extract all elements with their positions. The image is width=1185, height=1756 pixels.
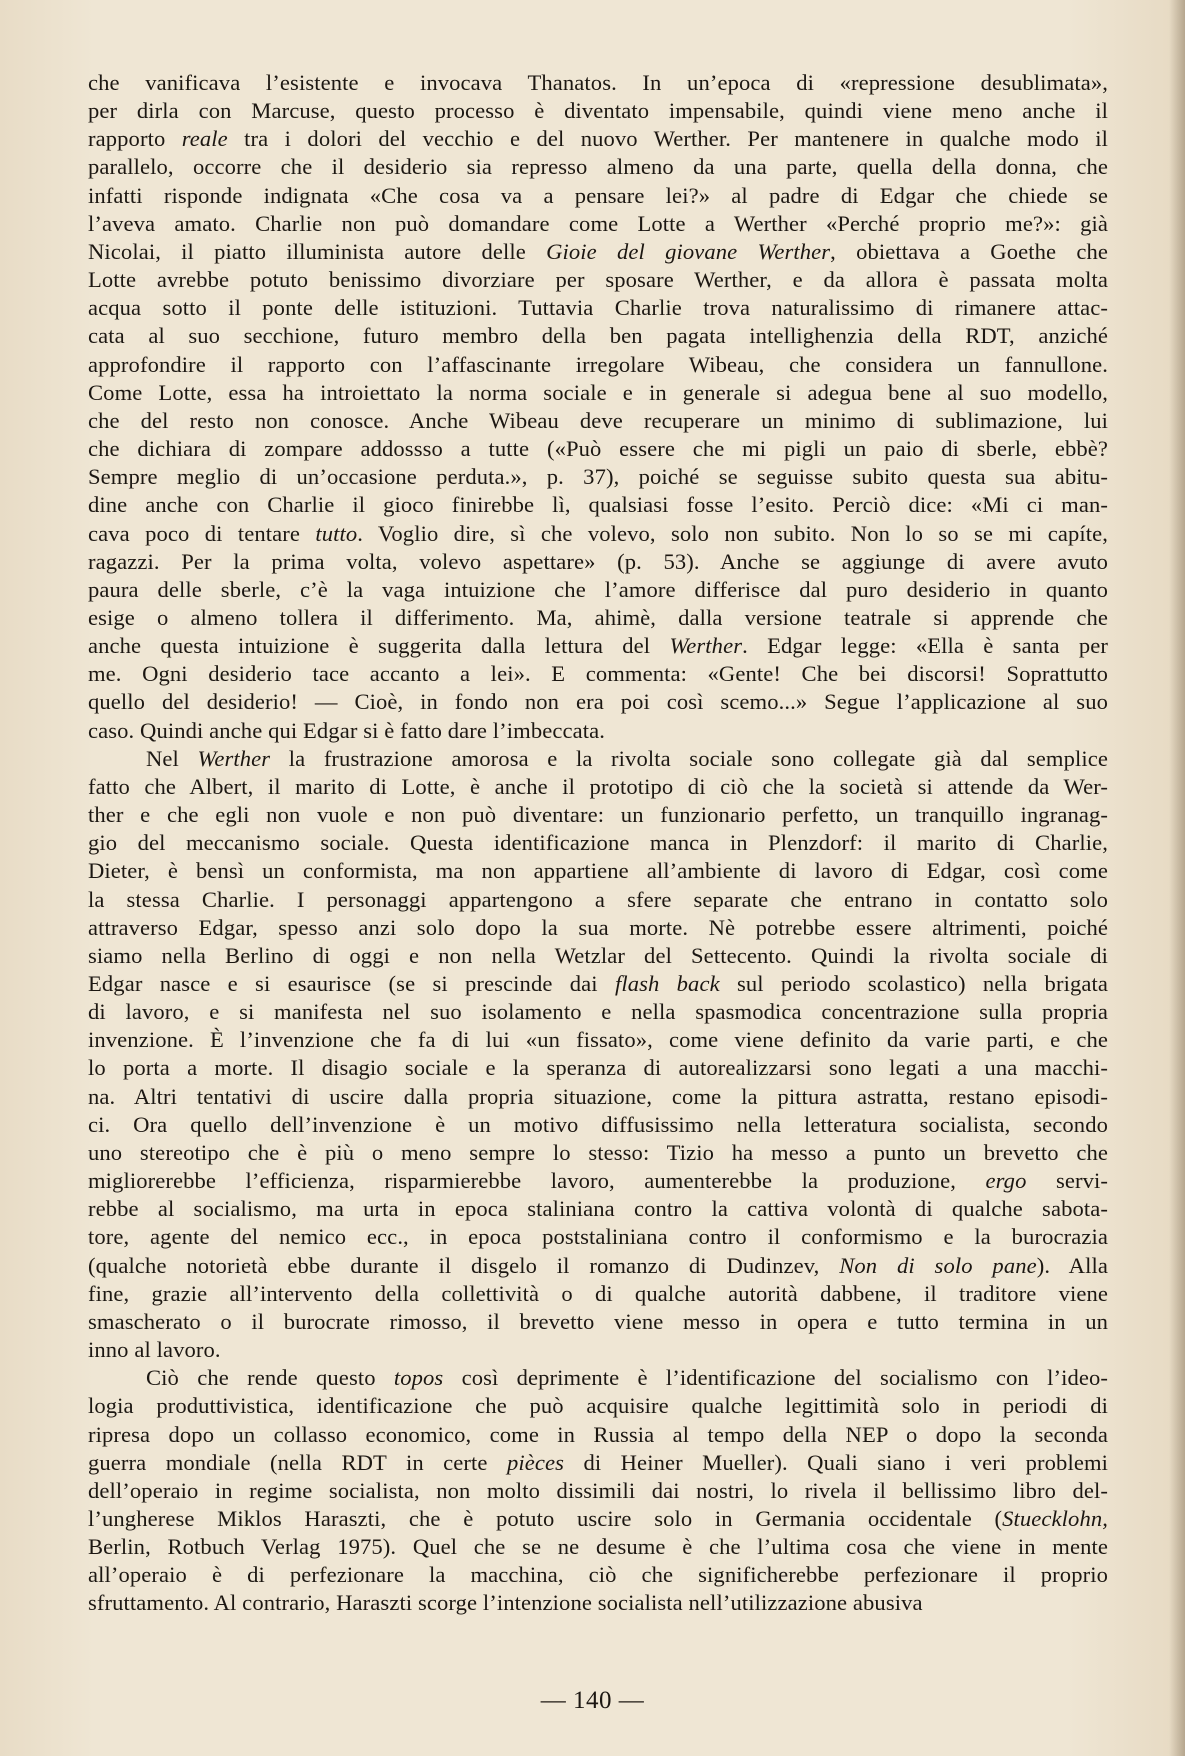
text-run: paura delle sberle, c’è la vaga intuizione che l’amore differisce dal puro desiderio in quanto — [88, 576, 1108, 602]
text-line — [88, 153, 1108, 181]
text-run: gio del meccanismo sociale. Questa identificazione manca in Plenzdorf: il marito di Charlie, — [88, 830, 1108, 856]
text-line — [88, 1421, 1108, 1449]
text-run: siamo nella Berlino di oggi e non nella Wetzlar del Settecento. Quindi la rivolta sociale di — [88, 942, 1108, 968]
text-line — [88, 717, 1108, 745]
text-run: smascherato o il burocrate rimosso, il brevetto viene messo in opera e tutto termina in un — [88, 1308, 1108, 1334]
text-run: na. Altri tentativi di uscire dalla propria situazione, come la pittura astratta, restano episodi- — [88, 1083, 1108, 1109]
text-run: Nel — [146, 745, 198, 771]
text-line — [88, 125, 1108, 153]
text-line — [88, 407, 1108, 435]
text-line — [88, 688, 1108, 716]
text-line — [88, 351, 1108, 379]
text-run: . Voglio dire, sì che volevo, solo non subito. Non lo so se mi capíte, — [357, 520, 1108, 546]
text-run: che del resto non conosce. Anche Wibeau deve recuperare un minimo di sublimazione, lui — [88, 407, 1108, 433]
text-run: uno stereotipo che è più o meno sempre lo stesso: Tizio ha messo a punto un brevetto che — [88, 1139, 1108, 1165]
text-line — [88, 1195, 1108, 1223]
text-line — [88, 238, 1108, 266]
text-line — [88, 294, 1108, 322]
text-line — [88, 322, 1108, 350]
text-line — [88, 69, 1108, 97]
text-run: me. Ogni desiderio tace accanto a lei». E commenta: «Gente! Che bei discorsi! Soprattutto — [88, 661, 1108, 687]
text-run: tra i dolori del vecchio e del nuovo Werther. Per mantenere in qualche modo il — [227, 126, 1109, 152]
text-line — [88, 520, 1108, 548]
text-run: anche questa intuizione è suggerita dalla lettura del — [88, 633, 670, 659]
page-number: — 140 — — [540, 1687, 645, 1714]
text-line — [88, 266, 1108, 294]
text-run: . Edgar legge: «Ella è santa per — [742, 633, 1109, 659]
text-line — [88, 463, 1108, 491]
body-text — [88, 69, 1108, 1618]
text-run: acqua sotto il ponte delle istituzioni. Tuttavia Charlie trova naturalissimo di rimanere attac- — [88, 295, 1108, 321]
text-line — [88, 942, 1108, 970]
text-run: ragazzi. Per la prima volta, volevo aspettare» (p. 53). Anche se aggiunge di avere avuto — [88, 548, 1108, 574]
text-line — [88, 1589, 1108, 1617]
text-run: parallelo, occorre che il desiderio sia represso almeno da una parte, quella della donna, che — [88, 154, 1108, 180]
text-line — [88, 886, 1108, 914]
text-line — [88, 970, 1108, 998]
text-line — [88, 1139, 1108, 1167]
text-run: Dieter, è bensì un conformista, ma non appartiene all’ambiente di lavoro di Edgar, così come — [88, 858, 1108, 884]
text-run: , obiettava a Goethe che — [830, 238, 1108, 264]
italic-text: Werther — [197, 745, 271, 771]
text-line — [88, 1505, 1108, 1533]
text-run: migliorerebbe l’efficienza, risparmierebbe lavoro, aumenterebbe la produzione, — [88, 1168, 986, 1194]
italic-text: Werther — [669, 633, 743, 659]
italic-text: pièces — [506, 1449, 565, 1475]
text-run: quello del desiderio! — Cioè, in fondo non era poi così scemo...» Segue l’applicazione al suo — [88, 689, 1108, 715]
text-run: dell’operaio in regime socialista, non molto dissimili dai nostri, lo rivela il bellissimo libro del- — [88, 1477, 1108, 1503]
text-run: Come Lotte, essa ha introiettato la norma sociale e in generale si adegua bene al suo modello, — [88, 379, 1108, 405]
text-run: all’operaio è di perfezionare la macchina, ciò che significherebbe perfezionare il proprio — [88, 1562, 1108, 1588]
text-line — [88, 1477, 1108, 1505]
italic-text: Gioie del giovane Werther — [546, 238, 831, 264]
text-line — [88, 1083, 1108, 1111]
text-run: attraverso Edgar, spesso anzi solo dopo la sua morte. Nè potrebbe essere altrimenti, poiché — [88, 914, 1108, 940]
text-run: di Heiner Mueller). Quali siano i veri problemi — [564, 1449, 1108, 1475]
text-run: l’ungherese Miklos Haraszti, che è potuto uscire solo in Germania occidentale ( — [88, 1505, 1003, 1531]
italic-text: topos — [393, 1365, 444, 1391]
text-line — [88, 435, 1108, 463]
text-line — [88, 491, 1108, 519]
text-line — [88, 998, 1108, 1026]
text-run: logia produttivistica, identificazione che può acquisire qualche legittimità solo in periodi di — [88, 1393, 1108, 1419]
text-line — [88, 1252, 1108, 1280]
text-line — [88, 829, 1108, 857]
text-run: invenzione. È l’invenzione che fa di lui «un fissato», come viene definito da varie parti, e che — [88, 1027, 1108, 1053]
text-run: (qualche notorietà ebbe durante il disgelo il romanzo di Dudinzev, — [88, 1252, 840, 1278]
text-run: Berlin, Rotbuch Verlag 1975). Quel che se ne desume è che l’ultima cosa che viene in mente — [88, 1534, 1108, 1560]
text-line — [88, 1223, 1108, 1251]
text-line — [88, 1561, 1108, 1589]
italic-text: Non di solo pane — [839, 1252, 1037, 1278]
text-run: inno al lavoro. — [88, 1337, 221, 1363]
text-run: Sempre meglio di un’occasione perduta.», p. 37), poiché se seguisse subito questa sua abitu- — [88, 464, 1108, 490]
text-run: ). Alla — [1036, 1252, 1108, 1278]
text-line — [88, 1449, 1108, 1477]
text-run: ci. Ora quello dell’invenzione è un motivo diffusissimo nella letteratura socialista, secondo — [88, 1111, 1108, 1137]
text-run: rapporto — [88, 126, 182, 152]
text-run: cata al suo secchione, futuro membro della ben pagata intellighenzia della RDT, anziché — [88, 323, 1108, 349]
text-run: esige o almeno tollera il differimento. Ma, ahimè, dalla versione teatrale si apprende che — [88, 604, 1108, 630]
text-line — [88, 1054, 1108, 1082]
text-line — [88, 801, 1108, 829]
italic-text: flash back — [614, 971, 720, 996]
text-run: sul periodo scolastico) nella brigata — [719, 971, 1108, 996]
text-line — [88, 604, 1108, 632]
text-line — [88, 1111, 1108, 1139]
text-line — [88, 914, 1108, 942]
text-run: rebbe al socialismo, ma urta in epoca staliniana contro la cattiva volontà di qualche sabota- — [88, 1196, 1108, 1222]
text-line — [88, 857, 1108, 885]
text-run: infatti risponde indignata «Che cosa va a pensare lei?» al padre di Edgar che chiede se — [88, 182, 1108, 208]
italic-text: Stuecklohn, — [1002, 1505, 1108, 1531]
text-line — [88, 548, 1108, 576]
text-line — [88, 1336, 1108, 1364]
text-line — [88, 745, 1108, 773]
text-line — [88, 1167, 1108, 1195]
text-line — [88, 210, 1108, 238]
text-run: servi- — [1026, 1168, 1108, 1194]
text-line — [88, 1392, 1108, 1420]
text-line — [88, 1308, 1108, 1336]
text-run: Edgar nasce e si esaurisce (se si prescinde dai — [88, 971, 615, 996]
text-run: fine, grazie all’intervento della collettività o di qualche autorità dabbene, il traditore viene — [88, 1280, 1108, 1306]
text-line — [88, 379, 1108, 407]
text-run: tore, agente del nemico ecc., in epoca poststaliniana contro il conformismo e la burocrazia — [88, 1224, 1108, 1250]
text-line — [88, 576, 1108, 604]
text-run: Nicolai, il piatto illuminista autore delle — [88, 238, 547, 264]
text-run: che vanificava l’esistente e invocava Thanatos. In un’epoca di «repressione desublimata», — [88, 70, 1108, 95]
text-run: l’aveva amato. Charlie non può domandare come Lotte a Werther «Perché proprio me?»: già — [88, 210, 1108, 236]
text-run: fatto che Albert, il marito di Lotte, è anche il prototipo di ciò che la società si attende da Wer- — [88, 773, 1108, 799]
text-line — [88, 660, 1108, 688]
text-line — [88, 1026, 1108, 1054]
text-run: Lotte avrebbe potuto benissimo divorziare per sposare Werther, e da allora è passata molta — [88, 267, 1108, 293]
text-line — [88, 1364, 1108, 1392]
text-run: di lavoro, e si manifesta nel suo isolamento e nella spasmodica concentrazione sulla propria — [88, 999, 1108, 1025]
text-line — [88, 1533, 1108, 1561]
text-run: Ciò che rende questo — [146, 1365, 394, 1391]
text-run: così deprimente è l’identificazione del socialismo con l’ideo- — [443, 1365, 1108, 1391]
text-line — [88, 97, 1108, 125]
text-run: dine anche con Charlie il gioco finirebbe lì, qualsiasi fosse l’esito. Perciò dice: «Mi ci man- — [88, 492, 1108, 518]
text-line — [88, 182, 1108, 210]
text-line — [88, 632, 1108, 660]
text-run: approfondire il rapporto con l’affascinante irregolare Wibeau, che considera un fannullone. — [88, 351, 1108, 377]
text-run: sfruttamento. Al contrario, Haraszti scorge l’intenzione socialista nell’utilizzazione abusiva — [88, 1590, 923, 1616]
text-run: guerra mondiale (nella RDT in certe — [88, 1449, 507, 1475]
text-run: ripresa dopo un collasso economico, come in Russia al tempo della NEP o dopo la seconda — [88, 1421, 1108, 1447]
text-run: la frustrazione amorosa e la rivolta sociale sono collegate già dal semplice — [270, 745, 1108, 771]
italic-text: reale — [181, 126, 228, 152]
text-run: cava poco di tentare — [88, 520, 316, 546]
text-run: la stessa Charlie. I personaggi appartengono a sfere separate che entrano in contatto solo — [88, 886, 1108, 912]
text-run: caso. Quindi anche qui Edgar si è fatto dare l’imbeccata. — [88, 717, 605, 743]
italic-text: tutto — [315, 520, 358, 546]
italic-text: ergo — [985, 1168, 1027, 1194]
text-run: lo porta a morte. Il disagio sociale e la speranza di autorealizzarsi sono legati a una macchi- — [88, 1055, 1108, 1081]
text-line — [88, 773, 1108, 801]
text-run: ther e che egli non vuole e non può diventare: un funzionario perfetto, un tranquillo ingranag- — [88, 802, 1108, 828]
text-run: per dirla con Marcuse, questo processo è diventato impensabile, quindi viene meno anche il — [88, 98, 1108, 124]
text-run: che dichiara di zompare addossso a tutte («Può essere che mi pigli un paio di sberle, ebbè? — [88, 436, 1108, 462]
text-line — [88, 1280, 1108, 1308]
